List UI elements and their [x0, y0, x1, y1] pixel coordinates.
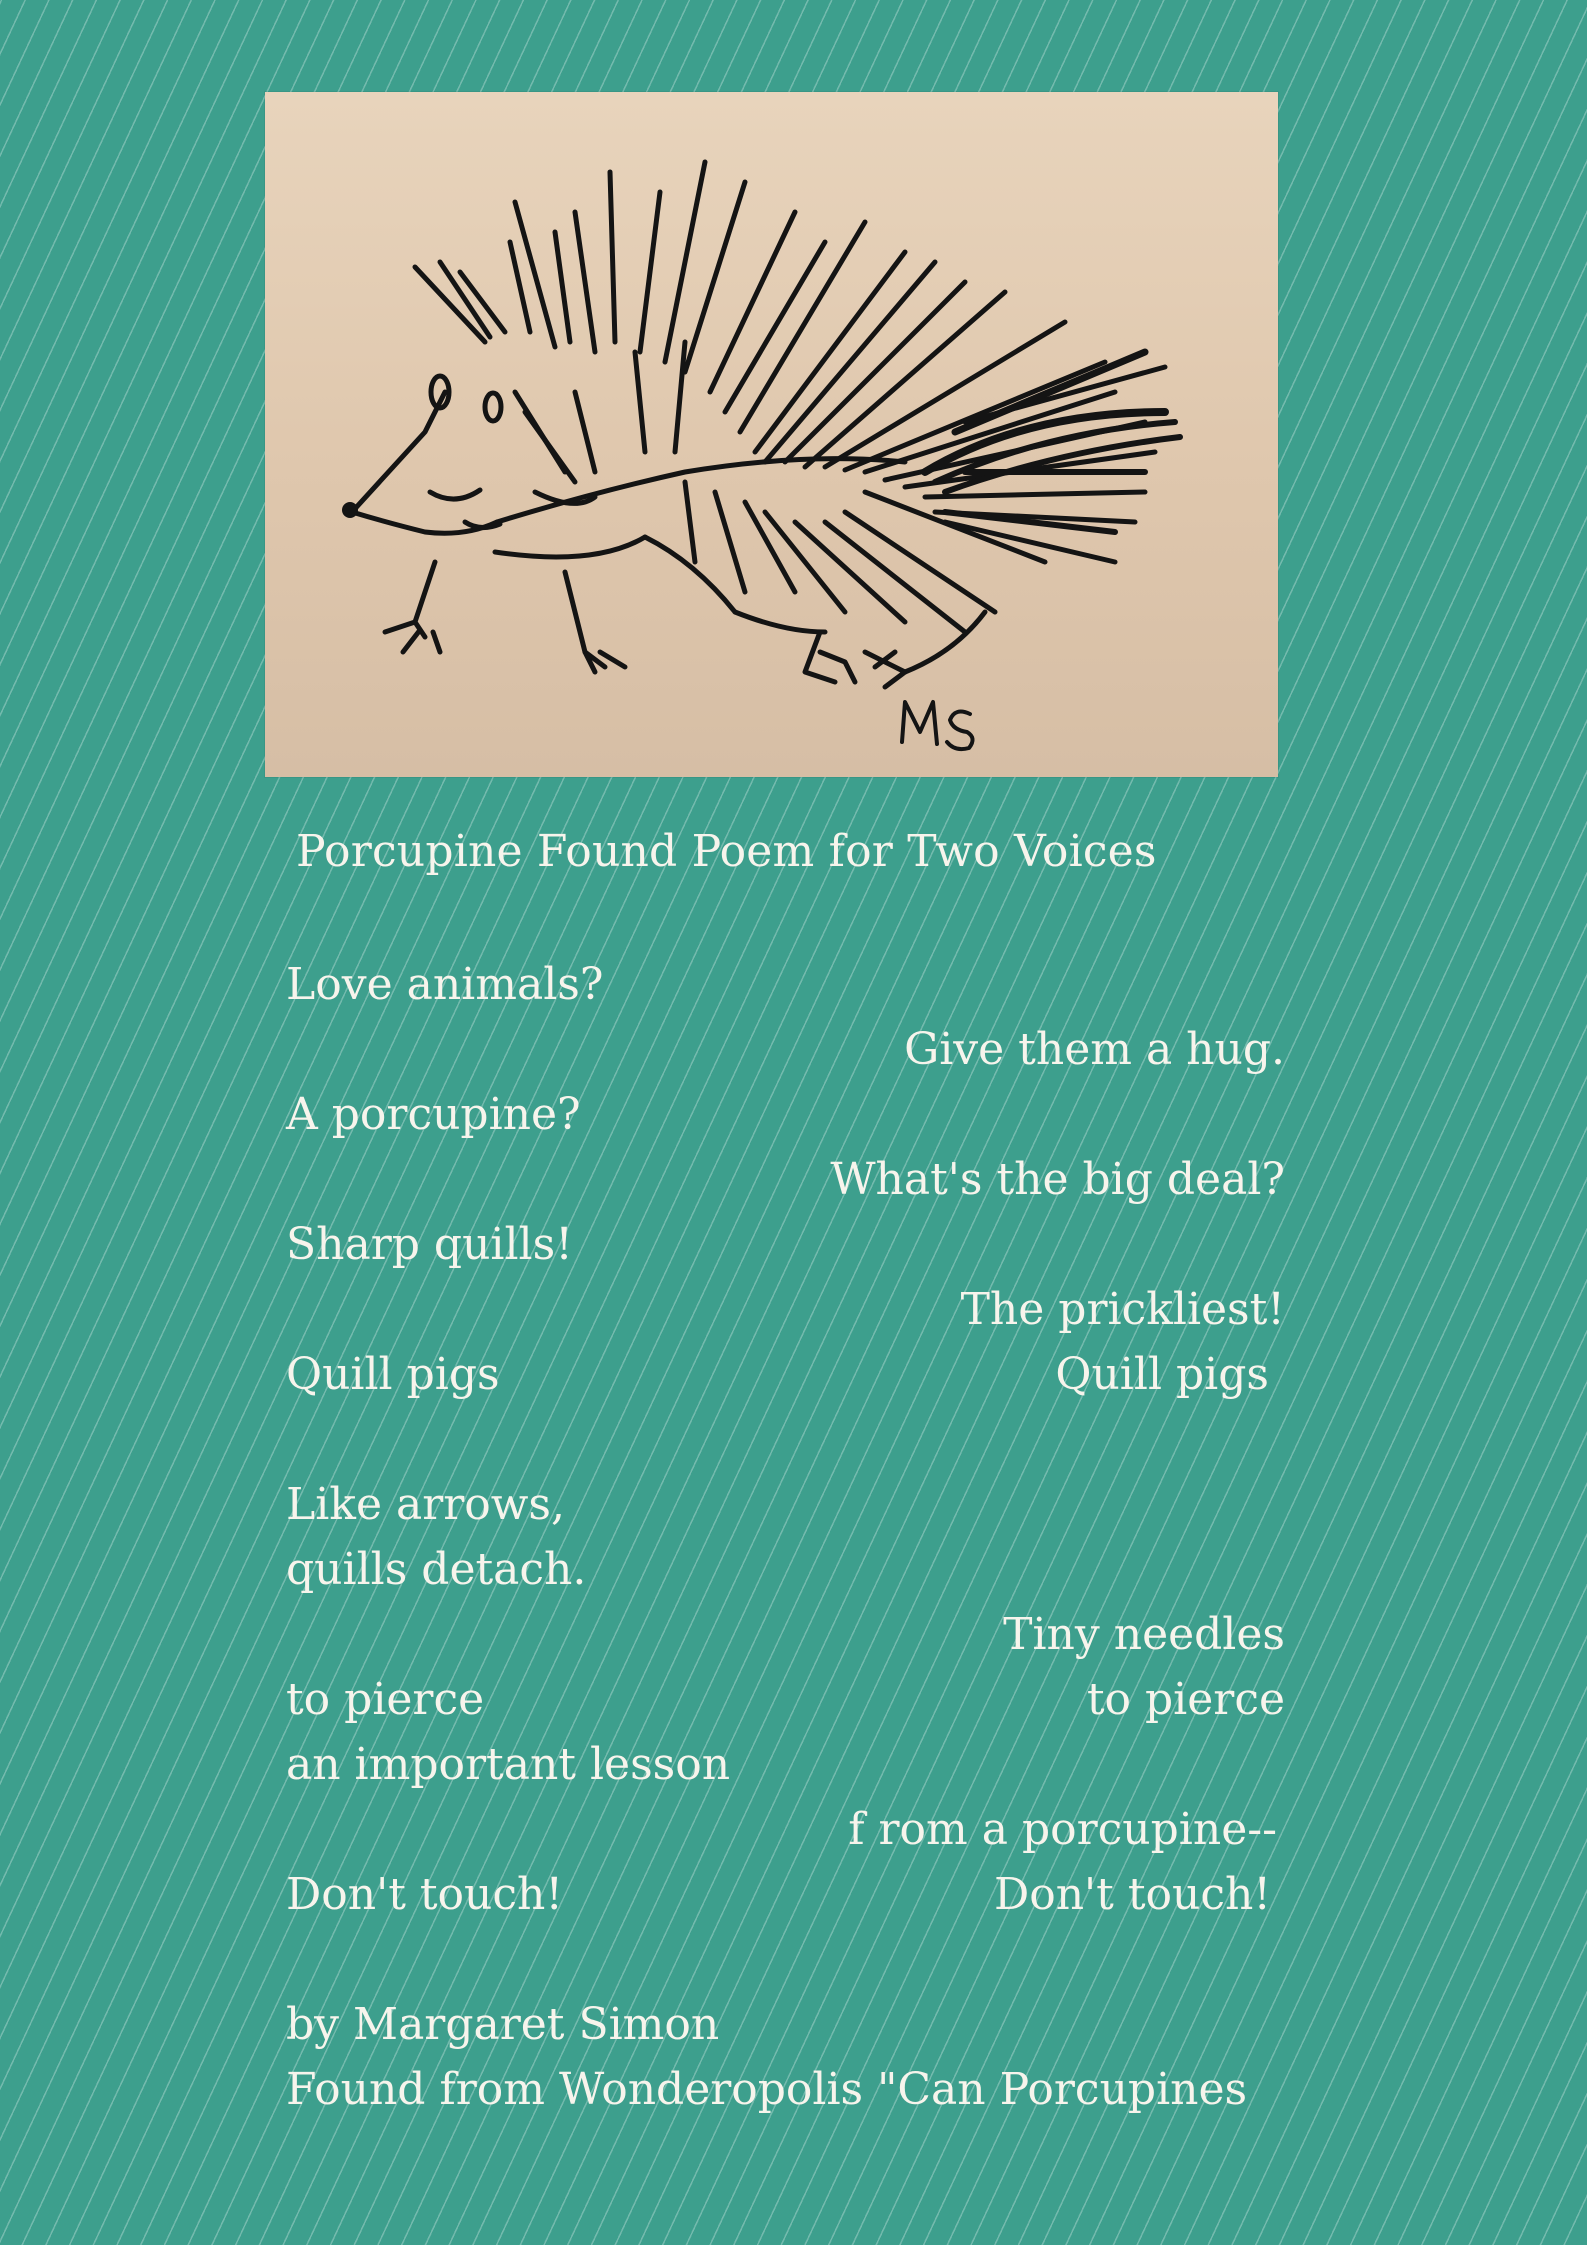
poem-line-right: Quill pigs [1055, 1349, 1269, 1400]
poem-line-right: Tiny needles [1003, 1609, 1285, 1660]
poem-line-left: an important lesson [286, 1739, 731, 1790]
poem-line-right: f rom a porcupine-- [848, 1804, 1277, 1855]
poem-line-left: A porcupine? [286, 1089, 581, 1140]
poem-line-right: Give them a hug. [904, 1024, 1285, 1075]
poem-line-left: quills detach. [286, 1544, 587, 1595]
poem-title: Porcupine Found Poem for Two Voices [296, 826, 1157, 877]
poem-source: Found from Wonderopolis "Can Porcupines [286, 2064, 1248, 2115]
poem-byline: by Margaret Simon [286, 1999, 720, 2050]
poem-line-left: Like arrows, [286, 1479, 565, 1530]
poem-line-left: to pierce [286, 1674, 485, 1725]
poem-line-right: What's the big deal? [830, 1154, 1285, 1205]
poem-line-right: Don't touch! [993, 1869, 1271, 1920]
porcupine-drawing [265, 92, 1278, 777]
poem-line-left: Don't touch! [286, 1869, 564, 1920]
poem-line-right: to pierce [1086, 1674, 1285, 1725]
porcupine-illustration [265, 92, 1278, 777]
poem-line-left: Sharp quills! [286, 1219, 573, 1270]
poem-line-left: Quill pigs [286, 1349, 500, 1400]
poem-line-right: The prickliest! [960, 1284, 1285, 1335]
poem-line-left: Love animals? [286, 959, 604, 1010]
signature-ms [902, 702, 973, 749]
